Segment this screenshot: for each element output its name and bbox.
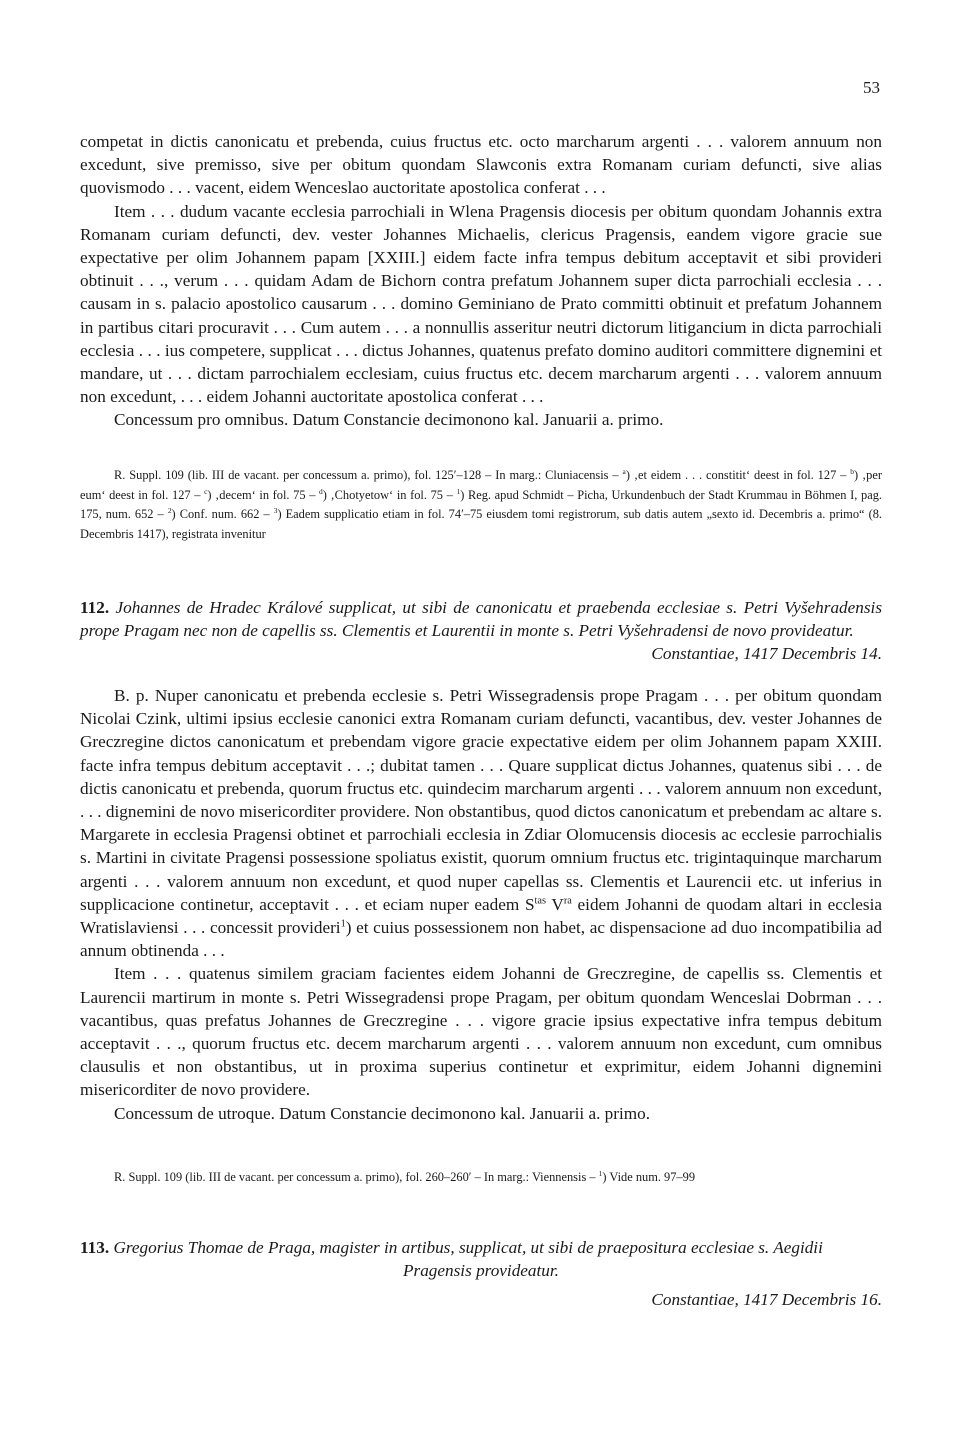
- body-paragraph: B. p. Nuper canonicatu et prebenda ecclesie s. Petri Wissegradensis prope Pragam . . . per obitum quondam Nicolai Czink, ultimi ipsius ecclesie canonici extra Romanam curiam defuncti, vacantibus, dev. vester Johannes de Greczregine dictos canonicatum et prebendam vigore gracie expectative eidem per olim Johannem papam XXIII. facte infra tempus debitum acceptavit . . .; dubitat tamen . . . Quare supplicat dictus Johannes, quatenus sibi . . . de dictis canonicatu et prebenda, quorum fructus etc. quindecim marcharum argenti . . . valorem annuum non excedunt, . . . dignemini de novo misericorditer providere. Non obstantibus, quod dictos canonicatum et prebendam ac altare s. Margarete in ecclesia Pragensi obtinet et parrochiali ecclesia in Zdiar Olomucensis diocesis ac ecclesie parrochialis s. Martini in civitate Pragensi possessione spoliatus existit, quorum omnium fructus etc. trigintaquinque marcharum argenti . . . valorem annuum non excedunt, et quod nuper capellas ss. Clementis et Laurencii etc. ut inferius in supplicacione continetur, acceptavit . . . et eciam nuper eadem $S^{tas}$ $V^{ra}$ eidem Johanni de quodam altari in ecclesia Wratislaviensi . . . concessit provideri$^1$) et cuius possessionem non habet, ac dispensacione ad duo incompatibilia ad annum obtinenda . . .: [80, 686, 882, 961]
- footnotes: R. Suppl. 109 (lib. III de vacant. per concessum a. primo), fol. 260–260′ – In marg.: Viennensis – $^1$) Vide num. 97–99: [114, 1168, 696, 1184]
- section-112-heading: [80, 596, 882, 666]
- entry-date: Constantiae, 1417 Decembris 16.: [651, 1290, 882, 1310]
- section-113-heading: [80, 1236, 882, 1312]
- entry-number: 113.: [80, 1238, 110, 1257]
- entry-heading: [80, 1236, 882, 1259]
- section-112-notes: [80, 1168, 882, 1188]
- section-112-text: [80, 684, 882, 1125]
- page-number: 53: [863, 78, 880, 97]
- entry-date: Constantiae, 1417 Decembris 14.: [651, 644, 882, 664]
- section-111-notes: [80, 466, 882, 544]
- body-paragraph: competat in dictis canonicatu et prebenda, cuius fructus etc. octo marcharum argenti . . . valorem annuum non excedunt, sive premisso, sive per obitum quondam Slawconis extra Romanam curiam defuncti, sive alias quovismodo . . . vacent, eidem Wenceslao auctoritate apostolica conferat . . .: [80, 132, 882, 198]
- body-paragraph: Item . . . quatenus similem graciam facientes eidem Johanni de Greczregine, de capellis ss. Clementis et Laurencii martirum in monte s. Petri Wissegradensi prope Pragam, per obitum quondam Wenceslai Dobrman . . . vacantibus, quas prefatus Johannes de Greczregine . . . vigore gracie ipsius expectative infra tempus debitum acceptavit . . ., quorum fructus etc. decem marcharum argenti . . . valorem annuum non excedunt, cum omnibus clausulis et non obstantibus, ut in proxima superius continetur et exprimitur, eidem Johanni dignemini misericorditer de novo providere.: [80, 964, 882, 1100]
- entry-heading: [80, 596, 882, 642]
- entry-title: Gregorius Thomae de Praga, magister in artibus, supplicat, ut sibi de praepositura ecclesiae s. Aegidii: [113, 1238, 823, 1257]
- footnotes: R. Suppl. 109 (lib. III de vacant. per concessum a. primo), fol. 125′–128 – In marg.: Cluniacensis – $^a$) ‚et eidem . . . constitit‘ deest in fol. 127 – $^b$) ‚per eum‘ deest in fol. 127 – $^c$) ‚decem‘ in fol. 75 – $^d$) ‚Chotyetow‘ in fol. 75 – $^1$) Reg. apud Schmidt – Picha, Urkundenbuch der Stadt Krummau in Böhmen I, pag. 175, num. 652 – $^2$) Conf. num. 662 – $^3$) Eadem supplicatio etiam in fol. 74′–75 eiusdem tomi registrorum, sub datis autem „sexto id. Decembris a. primo“ (8. Decembris 1417), registrata invenitur: [80, 466, 882, 541]
- concession-line: Concessum pro omnibus. Datum Constancie decimonono kal. Januarii a. primo.: [114, 410, 664, 430]
- section-111-text: [80, 130, 882, 432]
- entry-title: Johannes de Hradec Králové supplicat, ut sibi de canonicatu et praebenda ecclesiae s. Petri Vyšehradensis prope Pragam nec non de capellis ss. Clementis et Laurentii in monte s. Petri Vyšehradensi de novo provideatur.: [80, 598, 883, 641]
- body-paragraph: Item . . . dudum vacante ecclesia parrochiali in Wlena Pragensis diocesis per obitum quondam Johannis extra Romanam curiam defuncti, dev. vester Johannes Michaelis, clericus Pragensis, eandem vigore gracie sue expectative per olim Johannem papam [XXIII.] eidem facte infra tempus debitum acceptavit et sibi provideri obtinuit . . ., verum . . . quidam Adam de Bichorn contra prefatum Johannem super dicta parrochiali ecclesia . . . causam in s. palacio apostolico causarum . . . domino Geminiano de Prato committi obtinuit et prefatum Johannem in partibus citari procuravit . . . Cum autem . . . a nonnullis asseritur neutri dictorum litigancium in dicta parrochiali ecclesia . . . ius competere, supplicat . . . dictus Johannes, quatenus prefato domino auditori committere dignemini et mandare, ut . . . dictam parrochialem ecclesiam, cuius fructus etc. decem marcharum argenti . . . valorem annuum non excedunt, . . . eidem Johanni auctoritate apostolica conferat . . .: [80, 201, 882, 407]
- entry-title-continued: Pragensis provideatur.: [403, 1261, 559, 1281]
- entry-number: 112.: [80, 598, 110, 617]
- concession-line: Concessum de utroque. Datum Constancie decimonono kal. Januarii a. primo.: [114, 1103, 651, 1123]
